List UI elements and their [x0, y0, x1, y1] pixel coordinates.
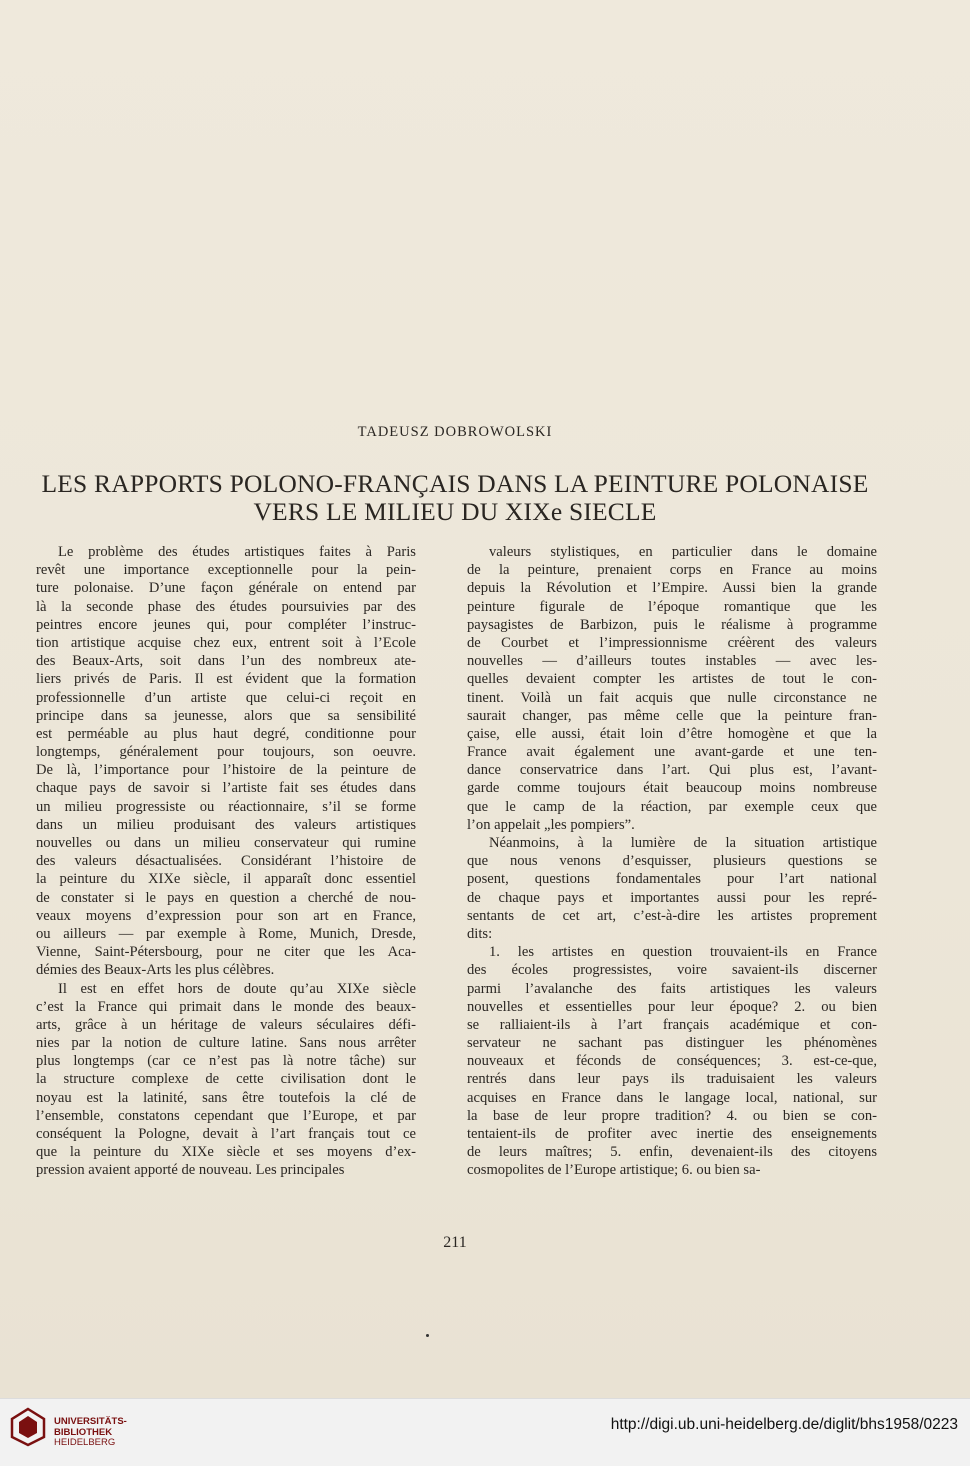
text-line: rentrés dans leur pays ils traduisaient les valeurs	[467, 1071, 877, 1088]
text-line: la structure complexe de cette civilisation dont le	[36, 1071, 416, 1088]
article-author: TADEUSZ DOBROWOLSKI	[357, 424, 553, 440]
text-line: tentaient-ils de profiter avec inertie des enseignements	[467, 1126, 877, 1142]
text-line: valeurs stylistiques, en particulier dans le domaine	[489, 544, 877, 560]
text-line: tion artistique acquise chez eux, entrent soit à l’Ecole	[36, 634, 416, 651]
text-line: garde comme toujours était beaucoup moins nombreuse	[467, 780, 877, 797]
text-line: parmi l’avalanche des faits artistiques les valeurs	[467, 980, 877, 997]
text-line: de chaque pays et importantes aussi pour les repré-	[467, 889, 877, 906]
text-line: principe dans sa jeunesse, alors que sa sensibilité	[36, 707, 416, 724]
text-line: Il est en effet hors de doute qu’au XIXe siècle	[58, 980, 416, 997]
library-name-line-3: HEIDELBERG	[54, 1437, 116, 1448]
text-line: revêt une importance exceptionnelle pour la pein-	[36, 562, 416, 579]
text-line: des écoles progressistes, voire savaient-ils discerner	[467, 962, 877, 979]
library-logo-text	[54, 1417, 127, 1449]
text-line: servateur ne sachant pas distinguer les phénomènes	[467, 1035, 877, 1052]
text-line: que nous venons d’esquisser, plusieurs questions se	[467, 853, 877, 870]
text-line: arts, grâce à un héritage de valeurs séculaires défi-	[36, 1016, 416, 1033]
text-line: acquises en France dans le langage local, national, sur	[467, 1089, 877, 1106]
text-line: nouvelles — d’ailleurs toutes instables — avec les-	[467, 653, 877, 670]
text-line: professionnelle d’un artiste que celui-ci reçoit en	[36, 689, 416, 706]
text-line: nies par la notion de culture latine. Sans nous arrêter	[36, 1035, 416, 1052]
text-line: noyau est la latinité, sans être toutefois la clé de	[36, 1089, 416, 1106]
text-line: paysagistes de Barbizon, puis le réalisme à programme	[467, 616, 877, 633]
text-line: Vienne, Saint-Pétersbourg, pour ne citer que les Aca-	[36, 944, 416, 961]
text-line: pression avaient apporté de nouveau. Les principales	[36, 1162, 345, 1179]
text-line: ture polonaise. D’une façon générale on entend par	[36, 580, 416, 597]
text-line: veaux moyens d’expression pour son art en France,	[36, 907, 416, 924]
text-line: longtemps, généralement pour toujours, son oeuvre.	[36, 744, 416, 761]
text-line: posent, questions fondamentales pour l’art national	[467, 871, 877, 888]
text-line: nouvelles et essentielles pour leur époque? 2. ou bien	[467, 998, 877, 1015]
text-line: des Beaux-Arts, soit dans l’un des nombreux ate-	[36, 653, 416, 670]
text-line: saurait changer, pas même celle que la peinture fran-	[467, 707, 877, 724]
text-line: conséquent la Pologne, devait à l’art français tout ce	[36, 1126, 416, 1142]
text-line: quelles devaient compter les artistes de tout le con-	[467, 671, 877, 688]
text-line: peintres encore jeunes qui, pour compléter l’instruc-	[36, 616, 416, 633]
viewer-footer	[0, 1398, 970, 1466]
text-line: est perméable au plus haut degré, conditionne pour	[36, 725, 416, 742]
text-line: que la peinture du XIXe siècle et ses moyens d’ex-	[36, 1144, 416, 1161]
text-line: dits:	[467, 925, 493, 942]
left-paragraph-2	[36, 980, 416, 1180]
text-line: de constater si le pays en question a cherché de nou-	[36, 889, 416, 906]
text-line: peinture figurale de l’époque romantique que les	[467, 598, 877, 615]
text-line: c’est la France qui primait dans le monde des beaux-	[36, 998, 416, 1015]
text-line: dance conservatrice dans l’art. Qui plus est, l’avant-	[467, 762, 877, 779]
text-line: liers privés de Paris. Il est évident que la formation	[36, 671, 416, 688]
library-name-line-2: BIBLIOTHEK	[54, 1426, 113, 1438]
text-line: la base de leur propre tradition? 4. ou bien se con-	[467, 1107, 877, 1124]
text-line: çaise, elle aussi, était loin d’être homogène et que la	[467, 725, 877, 742]
text-line: de Courbet et l’impressionnisme créèrent des valeurs	[467, 634, 877, 651]
text-line: des valeurs désactualisées. Considérant l’histoire de	[36, 853, 416, 870]
text-line: ou ailleurs — par exemple à Rome, Munich, Dresde,	[36, 925, 416, 942]
text-line: un milieu progressiste ou réactionnaire, s’il se forme	[36, 798, 416, 815]
ink-speck	[426, 1334, 429, 1337]
text-line: Néanmoins, à la lumière de la situation artistique	[489, 835, 877, 851]
page-number: 211	[443, 1234, 467, 1251]
text-line: de la peinture, prenaient corps en France au moins	[467, 562, 877, 579]
text-line: la peinture du XIXe siècle, il apparaît donc essentiel	[36, 871, 416, 888]
text-line: que le camp de la réaction, par exemple ceux que	[467, 798, 877, 815]
text-line: chaque pays de savoir si l’artiste fait ses études dans	[36, 780, 416, 797]
text-line: l’on appelait „les pompiers”.	[467, 816, 635, 833]
text-line: 1. les artistes en question trouvaient-ils en France	[489, 944, 877, 961]
right-paragraph-3	[467, 943, 877, 1179]
text-line: démies des Beaux-Arts les plus célèbres.	[36, 962, 275, 979]
library-name-line-1: UNIVERSITÄTS-	[54, 1416, 127, 1427]
text-line: nouveaux et féconds de conséquences; 3. est-ce-que,	[467, 1053, 877, 1070]
text-line: plus longtemps (car ce n’est pas là notre tâche) sur	[36, 1053, 416, 1070]
text-line: De là, l’importance pour l’histoire de la peinture de	[36, 762, 416, 779]
text-line: là la seconde phase des études poursuivies par des	[36, 598, 416, 615]
library-logo-icon	[10, 1407, 46, 1447]
right-paragraph-2	[467, 834, 877, 943]
title-line-2: VERS LE MILIEU DU XIXe SIECLE	[253, 497, 657, 526]
text-line: de leurs maîtres; 5. enfin, devenaient-ils des citoyens	[467, 1144, 877, 1161]
text-line: cosmopolites de l’Europe artistique; 6. ou bien sa-	[467, 1162, 761, 1179]
text-line: Le problème des études artistiques faites à Paris	[58, 544, 416, 560]
left-paragraph-1	[36, 543, 416, 980]
text-line: depuis la Révolution et l’Empire. Aussi bien la grande	[467, 580, 877, 597]
article-title	[0, 470, 910, 526]
title-line-1: LES RAPPORTS POLONO-FRANÇAIS DANS LA PEINTURE POLONAISE	[41, 469, 869, 498]
text-line: tinent. Voilà un fait acquis que nulle circonstance ne	[467, 689, 877, 706]
text-line: se ralliaient-ils à l’art français académique et con-	[467, 1016, 877, 1033]
right-column	[467, 543, 877, 1180]
text-line: France avait également une avant-garde et une ten-	[467, 744, 877, 761]
text-line: nouvelles ou dans un milieu conservateur qui rumine	[36, 835, 416, 851]
text-line: l’ensemble, constatons cependant que l’Europe, et par	[36, 1107, 416, 1124]
permalink-url[interactable]: http://digi.ub.uni-heidelberg.de/diglit/bhs1958/0223	[610, 1416, 958, 1433]
right-paragraph-1	[467, 543, 877, 834]
text-line: dans un milieu produisant des valeurs artistiques	[36, 816, 416, 833]
text-line: sentants de cet art, c’est-à-dire les artistes proprement	[467, 907, 877, 924]
left-column	[36, 543, 416, 1180]
